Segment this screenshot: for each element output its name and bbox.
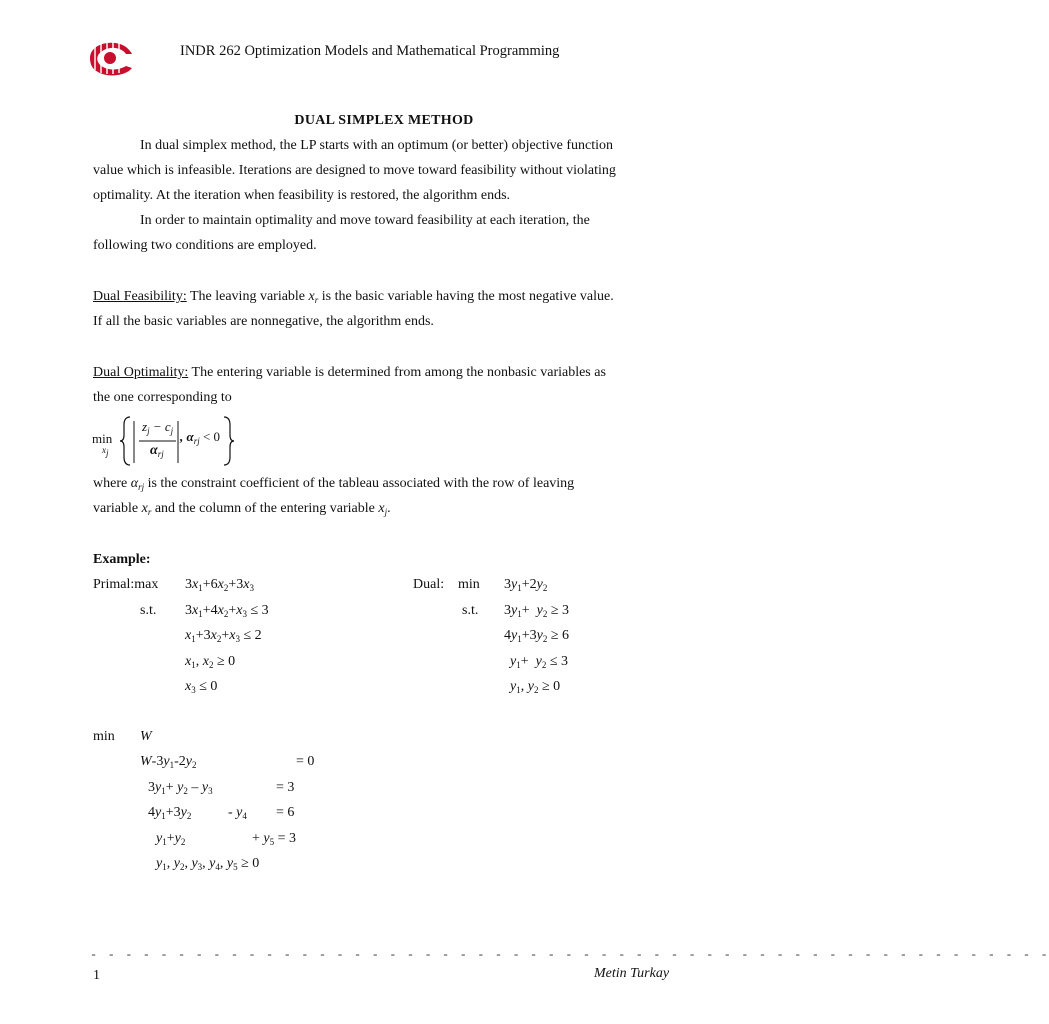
- dual-constraint-1: $3y_1+ y_2 \ge 3$: [504, 603, 570, 619]
- var-sub: r: [314, 295, 319, 305]
- text: where: [93, 476, 131, 491]
- primal-constraint-1: $3x_1+4x_2+x_3 \le 3$: [185, 603, 269, 619]
- num-sub: j: [147, 426, 150, 436]
- dual-optimality-line1: [93, 365, 606, 381]
- dual-constraint-3: $y_1+ y_2 \le 3$: [510, 654, 569, 670]
- tableau-row-3-slack: + $y_5 = 3$: [252, 831, 297, 847]
- tableau-min: min: [93, 729, 115, 744]
- num-z: z: [142, 419, 148, 434]
- dual-objective: $3y_1+2y_2$: [504, 577, 548, 593]
- primal-constraint-3: $x_1$, $x_2 \ge 0$: [185, 654, 236, 670]
- header-title: INDR 262 Optimization Models and Mathematical Programming: [180, 43, 560, 59]
- xr: x: [141, 501, 148, 516]
- text: The entering variable is determined from among the nonbasic variables as: [188, 365, 606, 380]
- tableau-row-2-slack: - $y_4$: [228, 805, 247, 821]
- tableau-row-0-rhs: = 0: [296, 754, 315, 769]
- where-line2: [93, 501, 391, 517]
- cond-sub: rj: [193, 436, 200, 446]
- under-sub: j: [106, 448, 109, 458]
- text: and the column of the entering variable: [151, 501, 379, 516]
- university-logo: [86, 38, 134, 78]
- var-x: x: [308, 289, 315, 304]
- c-sub: j: [170, 426, 174, 436]
- alpha: α: [130, 476, 139, 491]
- p1-line3: optimality. At the iteration when feasibility is restored, the algorithm ends.: [93, 188, 511, 203]
- xj: x: [378, 501, 385, 516]
- tableau-row-0: $W-3y_1-2y_2$: [140, 754, 197, 770]
- tableau-row-3: $y_1+y_2$: [156, 831, 186, 847]
- example-heading: Example:: [93, 552, 151, 567]
- den-sub: rj: [157, 449, 164, 459]
- den-alpha: α: [150, 443, 158, 458]
- primal-st: s.t.: [140, 603, 157, 618]
- tableau-nonneg: $y_1$, $y_2$, $y_3$, $y_4$, $y_5 \ge 0$: [156, 856, 260, 872]
- p2-line1: In order to maintain optimality and move toward feasibility at each iteration, the: [140, 213, 590, 228]
- xj-sub: j: [384, 507, 388, 517]
- doc-title: DUAL SIMPLEX METHOD: [294, 113, 474, 128]
- text: The leaving variable: [186, 289, 309, 304]
- num-c: − c: [152, 419, 171, 434]
- tableau-row-1: $3y_1+ y_2 - y_3$: [148, 780, 213, 796]
- under-x: x: [102, 445, 106, 455]
- footer-divider: - - - - - - - - - - - - - - - - - - - - - - - - - - - - - - - - - - - - - - - - - - - - - - - - - - - - - - -: [90, 948, 1049, 962]
- cond-rel: < 0: [202, 429, 221, 444]
- author-name: Metin Turkay: [594, 966, 670, 981]
- ratio-formula: [92, 413, 252, 467]
- primal-label: Primal:max: [93, 577, 159, 592]
- where-line1: [93, 476, 574, 492]
- formula-denominator: [150, 443, 164, 459]
- xr-sub: r: [147, 507, 152, 517]
- formula-min: min: [92, 431, 113, 446]
- text: is the constraint coefficient of the tableau associated with the row of leaving: [144, 476, 575, 491]
- dual-min: min: [458, 577, 480, 592]
- dual-feasibility-line1: [93, 289, 614, 305]
- tableau-row-2-rhs: = 6: [276, 805, 295, 820]
- dual-constraint-2: $4y_1+3y_2 \ge 6$: [504, 628, 570, 644]
- formula-numerator: [142, 419, 173, 435]
- alpha-sub: rj: [138, 482, 145, 492]
- dual-constraint-4: $y_1$, $y_2 \ge 0$: [510, 679, 561, 695]
- dual-st: s.t.: [462, 603, 479, 618]
- text: is the basic variable having the most negative value.: [318, 289, 614, 304]
- p2-line2: following two conditions are employed.: [93, 238, 317, 253]
- dual-feasibility-label: Dual Feasibility:: [93, 289, 187, 304]
- formula-under: [102, 445, 109, 458]
- text: variable: [93, 501, 142, 516]
- dual-label: Dual:: [413, 577, 445, 592]
- cond-alpha: , α: [180, 429, 194, 444]
- primal-constraint-4: $x_3 \le 0$: [185, 679, 218, 695]
- text: .: [387, 501, 391, 516]
- tableau-objective-var: [140, 729, 152, 745]
- primal-constraint-2: $x_1+3x_2+x_3 \le 2$: [185, 628, 262, 644]
- var-W: W: [140, 729, 152, 744]
- p1-line2: value which is infeasible. Iterations are designed to move toward feasibility without violating: [93, 163, 616, 178]
- dual-optimality-line2: the one corresponding to: [93, 390, 232, 405]
- page-number: 1: [93, 968, 100, 983]
- primal-objective: $3x_1+6x_2+3x_3$: [185, 577, 254, 593]
- tableau-row-1-rhs: = 3: [276, 780, 295, 795]
- formula-condition: [180, 429, 220, 445]
- dual-optimality-label: Dual Optimality:: [93, 365, 189, 380]
- p1-line1: In dual simplex method, the LP starts with an optimum (or better) objective function: [140, 138, 614, 153]
- tableau-row-2: $4y_1+3y_2$: [148, 805, 192, 821]
- dual-feasibility-line2: If all the basic variables are nonnegative, the algorithm ends.: [93, 314, 434, 329]
